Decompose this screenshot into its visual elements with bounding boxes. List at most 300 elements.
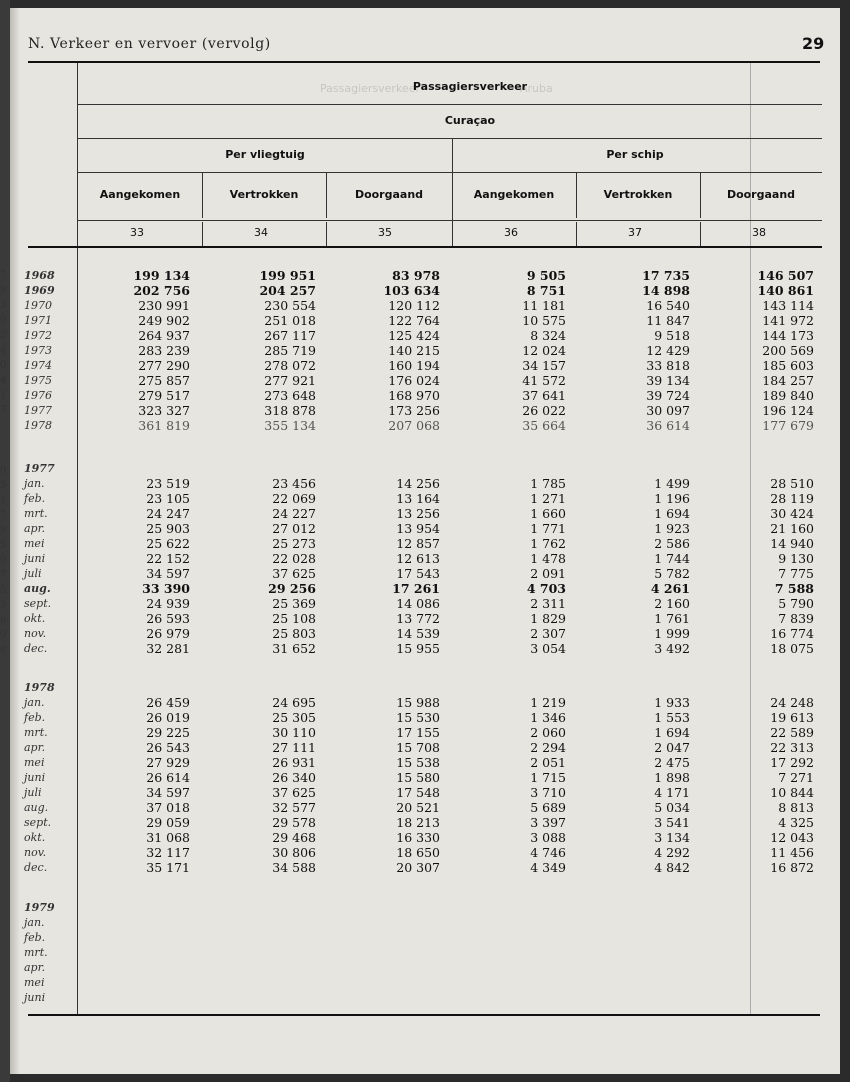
table-cell: 26 340 [272, 770, 316, 785]
table-cell: 9 505 [526, 268, 566, 283]
table-cell: 1 694 [654, 506, 690, 521]
table-cell: 14 940 [770, 536, 814, 551]
margin-glyph: 2 [0, 330, 7, 341]
top-rule [28, 61, 820, 63]
table-cell: 22 152 [146, 551, 190, 566]
row-period-label: juli [24, 567, 42, 580]
table-cell: 189 840 [762, 388, 814, 403]
table-cell: 34 597 [146, 785, 190, 800]
table-cell: 125 424 [388, 328, 440, 343]
period-column [24, 268, 74, 433]
margin-glyph: 5 [0, 585, 7, 596]
table-cell: 37 625 [272, 785, 316, 800]
table-cell: 35 664 [522, 418, 566, 433]
table-cell: 144 173 [762, 328, 814, 343]
table-cell: 24 227 [272, 506, 316, 521]
table-cell [724, 930, 814, 945]
table-cell: 20 307 [396, 860, 440, 875]
table-cell: 34 588 [272, 860, 316, 875]
table-cell: 17 155 [396, 725, 440, 740]
table-cell: 24 248 [770, 695, 814, 710]
row-period-label: mei [24, 537, 45, 550]
table-cell: 14 539 [396, 626, 440, 641]
table-cell [350, 960, 440, 975]
table-cell: 2 586 [654, 536, 690, 551]
table-cell [600, 960, 690, 975]
section-year-label: 1979 [24, 901, 55, 914]
table-cell [600, 945, 690, 960]
column-divider [452, 222, 453, 246]
data-column [350, 915, 440, 1005]
table-cell: 18 650 [396, 845, 440, 860]
table-cell: 28 119 [770, 491, 814, 506]
data-column [600, 476, 690, 656]
row-period-label: aug. [24, 801, 49, 814]
table-cell: 1 553 [654, 710, 690, 725]
table-cell: 15 988 [396, 695, 440, 710]
table-cell [226, 975, 316, 990]
table-cell [350, 990, 440, 1005]
column-divider [326, 222, 327, 246]
row-period-label: 1974 [24, 359, 52, 372]
row-period-label: 1970 [24, 299, 52, 312]
table-cell: 2 047 [654, 740, 690, 755]
header-rule [78, 172, 822, 173]
data-column [100, 268, 190, 433]
table-cell: 1 499 [654, 476, 690, 491]
table-cell: 277 921 [264, 373, 316, 388]
table-cell: 23 519 [146, 476, 190, 491]
table-cell: 3 541 [654, 815, 690, 830]
table-cell: 4 171 [654, 785, 690, 800]
table-cell: 16 872 [770, 860, 814, 875]
table-cell: 278 072 [264, 358, 316, 373]
table-cell: 5 034 [654, 800, 690, 815]
table-cell: 318 878 [264, 403, 316, 418]
table-cell: 22 069 [272, 491, 316, 506]
margin-glyph [0, 433, 10, 448]
row-period-label: 1968 [24, 269, 55, 282]
table-cell: 20 521 [396, 800, 440, 815]
row-period-label: 1978 [24, 419, 52, 432]
table-cell: 251 018 [264, 313, 316, 328]
table-cell: 30 424 [770, 506, 814, 521]
column-header: Aangekomen [473, 188, 555, 201]
table-cell: 15 955 [396, 641, 440, 656]
header-rule [28, 246, 822, 248]
table-cell: 32 577 [272, 800, 316, 815]
table-cell [476, 930, 566, 945]
table-cell: 1 346 [530, 710, 566, 725]
table-cell: 26 593 [146, 611, 190, 626]
table-cell [600, 930, 690, 945]
margin-glyph: 0 [0, 315, 7, 326]
table-cell: 1 196 [654, 491, 690, 506]
section-year-label: 1977 [24, 462, 55, 475]
table-cell: 12 024 [522, 343, 566, 358]
margin-glyph: 8 [0, 645, 7, 656]
table-cell: 1 785 [530, 476, 566, 491]
margin-glyph: 3 [0, 600, 7, 611]
table-cell: 22 028 [272, 551, 316, 566]
table-cell: 1 660 [530, 506, 566, 521]
table-cell: 185 603 [762, 358, 814, 373]
column-number: 38 [752, 226, 766, 239]
table-cell: 1 999 [654, 626, 690, 641]
table-cell: 5 689 [530, 800, 566, 815]
table-cell: 16 540 [646, 298, 690, 313]
row-period-label: feb. [24, 931, 46, 944]
ghost-text: Aruba [520, 82, 553, 95]
table-cell: 176 024 [388, 373, 440, 388]
column-divider [202, 222, 203, 246]
table-cell [350, 930, 440, 945]
table-cell: 204 257 [259, 283, 316, 298]
row-period-label: feb. [24, 711, 46, 724]
table-cell [350, 975, 440, 990]
table-cell: 3 710 [530, 785, 566, 800]
data-column [476, 476, 566, 656]
table-cell: 25 369 [272, 596, 316, 611]
margin-glyph: 9 [0, 285, 7, 296]
table-cell: 39 134 [646, 373, 690, 388]
table-cell: 31 068 [146, 830, 190, 845]
table-cell: 18 075 [770, 641, 814, 656]
table-cell: 7 271 [778, 770, 814, 785]
table-cell: 1 271 [530, 491, 566, 506]
data-column [600, 268, 690, 433]
table-cell [100, 960, 190, 975]
row-period-label: dec. [24, 642, 48, 655]
table-cell [476, 990, 566, 1005]
row-period-label: apr. [24, 741, 46, 754]
table-cell: 8 813 [778, 800, 814, 815]
table-cell: 177 679 [762, 418, 814, 433]
row-period-label: nov. [24, 846, 47, 859]
table-cell: 1 829 [530, 611, 566, 626]
data-column [100, 476, 190, 656]
column-header: Vertrokken [229, 188, 299, 201]
table-cell: 41 572 [522, 373, 566, 388]
table-cell: 3 054 [530, 641, 566, 656]
table-cell: 184 257 [762, 373, 814, 388]
column-header: Doorgaand [354, 188, 424, 201]
table-cell: 33 818 [646, 358, 690, 373]
table-cell: 26 614 [146, 770, 190, 785]
table-cell: 16 774 [770, 626, 814, 641]
table-cell: 168 970 [388, 388, 440, 403]
table-cell: 29 468 [272, 830, 316, 845]
table-cell: 3 397 [530, 815, 566, 830]
table-cell: 4 325 [778, 815, 814, 830]
table-cell: 25 108 [272, 611, 316, 626]
margin-glyph: 1 [0, 495, 7, 506]
table-cell: 17 292 [770, 755, 814, 770]
table-cell: 24 695 [272, 695, 316, 710]
table-cell [600, 975, 690, 990]
data-column [600, 695, 690, 875]
table-cell: 264 937 [138, 328, 190, 343]
margin-glyph: 4 [0, 345, 7, 356]
row-period-label: mrt. [24, 946, 48, 959]
column-number: 34 [254, 226, 268, 239]
ghost-text: Passagiersverkeer [320, 82, 420, 95]
table-cell: 7 839 [778, 611, 814, 626]
table-cell: 140 861 [757, 283, 814, 298]
row-period-label: juni [24, 771, 46, 784]
table-cell: 10 575 [522, 313, 566, 328]
table-cell [476, 975, 566, 990]
bottom-rule [28, 1014, 820, 1016]
table-cell: 14 898 [642, 283, 690, 298]
table-cell: 37 641 [522, 388, 566, 403]
column-number: 35 [378, 226, 392, 239]
table-cell: 1 898 [654, 770, 690, 785]
table-cell: 1 478 [530, 551, 566, 566]
table-cell: 19 613 [770, 710, 814, 725]
row-period-label: jan. [24, 696, 45, 709]
margin-glyph: 9 [0, 525, 7, 536]
table-cell: 35 171 [146, 860, 190, 875]
margin-glyph: 7 [0, 570, 7, 581]
table-cell: 2 475 [654, 755, 690, 770]
margin-glyph: 0 [0, 465, 7, 476]
row-period-label: 1969 [24, 284, 55, 297]
table-cell: 279 517 [138, 388, 190, 403]
table-cell: 17 261 [392, 581, 440, 596]
data-column [100, 915, 190, 1005]
header-rule [78, 220, 822, 221]
table-cell: 1 771 [530, 521, 566, 536]
table-cell [600, 990, 690, 1005]
table-cell: 13 954 [396, 521, 440, 536]
table-cell: 14 256 [396, 476, 440, 491]
table-cell: 355 134 [264, 418, 316, 433]
table-cell: 26 022 [522, 403, 566, 418]
table-cell [724, 945, 814, 960]
margin-glyph: 6 [0, 615, 7, 626]
table-cell: 26 019 [146, 710, 190, 725]
data-column [226, 268, 316, 433]
table-cell: 32 117 [146, 845, 190, 860]
table-cell: 1 933 [654, 695, 690, 710]
table-cell: 15 580 [396, 770, 440, 785]
table-cell: 199 951 [259, 268, 316, 283]
table-cell: 1 694 [654, 725, 690, 740]
table-cell: 122 764 [388, 313, 440, 328]
table-cell: 3 088 [530, 830, 566, 845]
table-cell [100, 990, 190, 1005]
table-cell: 4 261 [650, 581, 690, 596]
table-left-border [77, 63, 78, 1014]
table-cell [226, 990, 316, 1005]
data-column [226, 476, 316, 656]
table-heading: Passagiersverkeer [412, 80, 528, 93]
data-column [350, 695, 440, 875]
table-cell: 2 091 [530, 566, 566, 581]
row-period-label: jan. [24, 916, 45, 929]
table-cell [476, 960, 566, 975]
margin-glyph: 7 [0, 510, 7, 521]
table-cell: 4 842 [654, 860, 690, 875]
margin-glyph: 4 [0, 375, 7, 386]
table-cell: 33 390 [142, 581, 190, 596]
row-period-label: mrt. [24, 726, 48, 739]
table-cell [724, 960, 814, 975]
table-cell: 13 256 [396, 506, 440, 521]
table-cell: 27 929 [146, 755, 190, 770]
table-cell: 13 164 [396, 491, 440, 506]
row-period-label: apr. [24, 522, 46, 535]
data-column [226, 915, 316, 1005]
table-cell: 5 782 [654, 566, 690, 581]
table-cell: 11 847 [646, 313, 690, 328]
table-cell: 323 327 [138, 403, 190, 418]
row-period-label: mei [24, 976, 45, 989]
column-number: 36 [504, 226, 518, 239]
row-period-label: 1976 [24, 389, 52, 402]
table-cell: 143 114 [762, 298, 814, 313]
row-period-label: nov. [24, 627, 47, 640]
table-cell: 4 292 [654, 845, 690, 860]
data-column [350, 268, 440, 433]
page-number: 29 [802, 34, 825, 53]
table-cell: 9 130 [778, 551, 814, 566]
table-cell: 25 622 [146, 536, 190, 551]
table-cell: 141 972 [762, 313, 814, 328]
table-cell [350, 945, 440, 960]
table-cell: 10 844 [770, 785, 814, 800]
period-column [24, 680, 74, 875]
data-column [724, 476, 814, 656]
row-period-label: aug. [24, 582, 51, 595]
group-heading: Per schip [606, 148, 664, 161]
table-cell: 34 597 [146, 566, 190, 581]
table-cell [476, 945, 566, 960]
table-cell: 3 134 [654, 830, 690, 845]
table-cell: 196 124 [762, 403, 814, 418]
table-cell: 26 543 [146, 740, 190, 755]
row-period-label: 1972 [24, 329, 52, 342]
data-column [100, 695, 190, 875]
table-cell: 37 625 [272, 566, 316, 581]
table-cell: 39 724 [646, 388, 690, 403]
table-cell: 24 939 [146, 596, 190, 611]
table-cell: 273 648 [264, 388, 316, 403]
data-column [476, 695, 566, 875]
row-period-label: jan. [24, 477, 45, 490]
table-cell: 5 790 [778, 596, 814, 611]
table-cell: 30 806 [272, 845, 316, 860]
table-cell [100, 915, 190, 930]
table-cell: 275 857 [138, 373, 190, 388]
table-cell: 13 772 [396, 611, 440, 626]
table-cell: 37 018 [146, 800, 190, 815]
table-cell: 230 991 [138, 298, 190, 313]
table-cell: 8 324 [530, 328, 566, 343]
column-header: Vertrokken [603, 188, 673, 201]
table-cell: 277 290 [138, 358, 190, 373]
table-cell: 83 978 [392, 268, 440, 283]
table-cell: 2 294 [530, 740, 566, 755]
row-period-label: juli [24, 786, 42, 799]
row-period-label: sept. [24, 597, 52, 610]
table-cell: 27 111 [272, 740, 316, 755]
table-cell: 9 518 [654, 328, 690, 343]
table-cell: 24 247 [146, 506, 190, 521]
header-rule [78, 104, 822, 105]
margin-glyph: 5 [0, 540, 7, 551]
table-cell: 22 589 [770, 725, 814, 740]
table-cell: 22 313 [770, 740, 814, 755]
table-cell: 103 634 [383, 283, 440, 298]
margin-glyph: 9 [0, 630, 7, 641]
table-cell: 36 614 [646, 418, 690, 433]
table-cell [724, 975, 814, 990]
table-cell: 15 530 [396, 710, 440, 725]
table-cell: 16 330 [396, 830, 440, 845]
row-period-label: 1973 [24, 344, 52, 357]
table-cell: 7 775 [778, 566, 814, 581]
table-cell [724, 915, 814, 930]
table-cell: 30 110 [272, 725, 316, 740]
table-cell: 361 819 [138, 418, 190, 433]
table-cell: 120 112 [388, 298, 440, 313]
table-cell: 1 762 [530, 536, 566, 551]
table-cell: 15 538 [396, 755, 440, 770]
page-title: N. Verkeer en vervoer (vervolg) [28, 36, 271, 52]
table-cell: 26 459 [146, 695, 190, 710]
table-cell: 12 613 [396, 551, 440, 566]
data-column [724, 268, 814, 433]
table-cell: 29 059 [146, 815, 190, 830]
table-cell: 1 715 [530, 770, 566, 785]
table-cell: 23 105 [146, 491, 190, 506]
table-cell: 4 349 [530, 860, 566, 875]
table-cell: 1 923 [654, 521, 690, 536]
table-cell: 32 281 [146, 641, 190, 656]
period-column [24, 900, 74, 1005]
data-column [476, 915, 566, 1005]
table-cell: 2 051 [530, 755, 566, 770]
table-cell: 249 902 [138, 313, 190, 328]
row-period-label: okt. [24, 831, 46, 844]
left-margin-bleed [0, 268, 10, 658]
table-cell: 15 708 [396, 740, 440, 755]
margin-glyph: 0 [0, 555, 7, 566]
table-cell [100, 930, 190, 945]
column-number: 33 [130, 226, 144, 239]
table-cell: 21 160 [770, 521, 814, 536]
table-cell: 3 492 [654, 641, 690, 656]
data-column [350, 476, 440, 656]
table-cell: 199 134 [133, 268, 190, 283]
table-cell: 17 735 [642, 268, 690, 283]
table-cell: 14 086 [396, 596, 440, 611]
table-cell: 25 903 [146, 521, 190, 536]
table-cell: 28 510 [770, 476, 814, 491]
row-period-label: 1975 [24, 374, 52, 387]
table-cell: 4 746 [530, 845, 566, 860]
table-cell: 17 548 [396, 785, 440, 800]
column-header: Aangekomen [99, 188, 181, 201]
table-cell: 202 756 [133, 283, 190, 298]
table-cell: 2 160 [654, 596, 690, 611]
margin-glyph: 7 [0, 270, 7, 281]
table-cell: 34 157 [522, 358, 566, 373]
table-cell: 18 213 [396, 815, 440, 830]
table-cell: 1 761 [654, 611, 690, 626]
